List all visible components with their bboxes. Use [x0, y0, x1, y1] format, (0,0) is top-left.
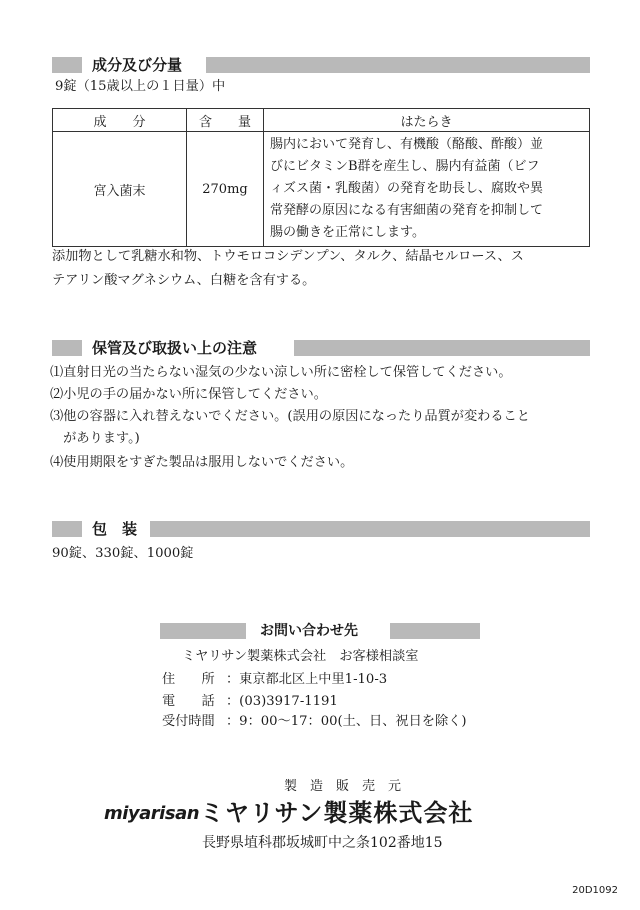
document-code: 20D1092 [572, 885, 618, 896]
heading-bar-right [150, 521, 590, 537]
miyarisan-logo: miyarisan [104, 803, 200, 824]
effect-line: 腸の働きを正常にします。 [270, 225, 425, 240]
additives-line: テアリン酸マグネシウム、白糖を含有する。 [52, 273, 316, 288]
heading-bar-right [206, 57, 590, 73]
ingredients-heading-bar [52, 55, 590, 75]
contact-heading: お問い合わせ先 [260, 623, 358, 639]
packaging-heading-bar [52, 519, 590, 539]
component-cell: 宮入菌末 [53, 132, 187, 247]
contact-address-label: 住 所 [162, 672, 215, 687]
effect-line: 腸内において発育し、有機酸（酪酸、酢酸）並 [270, 137, 544, 152]
table-header-row [53, 109, 590, 132]
dosage-note: 9錠（15歳以上の１日量）中 [55, 79, 226, 94]
storage-item: ⑶他の容器に入れ替えないでください。(誤用の原因になったり品質が変わること [50, 409, 530, 424]
heading-bar-left [160, 623, 246, 639]
storage-item: ⑷使用期限をすぎた製品は服用しないでください。 [50, 455, 354, 470]
heading-bar-left [52, 521, 82, 537]
header-amount: 含 量 [187, 109, 264, 132]
storage-item: ⑴直射日光の当たらない湿気の少ない涼しい所に密栓して保管してください。 [50, 365, 512, 380]
ingredients-table [52, 108, 590, 247]
manufacturer-name: ミヤリサン製薬株式会社 [200, 799, 474, 827]
heading-bar-left [52, 340, 82, 356]
effect-line: ィズス菌・乳酸菌）の発育を助長し、腐敗や異 [270, 181, 544, 196]
contact-heading-bar [160, 621, 480, 641]
header-component: 成 分 [53, 109, 187, 132]
storage-item: ⑵小児の手の届かない所に保管してください。 [50, 387, 327, 402]
header-effect: はたらき [264, 109, 590, 132]
heading-bar-right [390, 623, 480, 639]
storage-heading-bar [52, 338, 590, 358]
contact-phone: ：(03)3917-1191 [226, 694, 338, 709]
contact-address: ：東京都北区上中里1-10-3 [226, 672, 388, 687]
contact-hours: ：9：00～17：00(土、日、祝日を除く) [226, 714, 467, 729]
storage-heading: 保管及び取扱い上の注意 [92, 339, 258, 357]
contact-org: ミヤリサン製薬株式会社 お客様相談室 [182, 649, 419, 664]
amount-cell: 270mg [187, 132, 264, 247]
ingredients-heading: 成分及び分量 [92, 56, 183, 74]
packaging-heading: 包 装 [92, 520, 138, 538]
heading-bar-right [294, 340, 590, 356]
effect-line: びにビタミンB群を産生し、腸内有益菌（ビフ [270, 159, 540, 174]
heading-bar-left [52, 57, 82, 73]
storage-item: があります。) [50, 431, 140, 446]
effect-cell [264, 132, 590, 247]
effect-line: 常発酵の原因になる有害細菌の発育を抑制して [270, 203, 544, 218]
table-row [53, 132, 590, 247]
manufacturer-role: 製 造 販 売 元 [284, 779, 402, 794]
packaging-text: 90錠、330錠、1000錠 [52, 546, 194, 561]
contact-phone-label: 電 話 [162, 694, 215, 709]
additives-line: 添加物として乳糖水和物、トウモロコシデンプン、タルク、結晶セルロース、ス [52, 249, 524, 264]
manufacturer-address: 長野県埴科郡坂城町中之条102番地15 [202, 835, 443, 851]
contact-hours-label: 受付時間 [162, 714, 215, 729]
